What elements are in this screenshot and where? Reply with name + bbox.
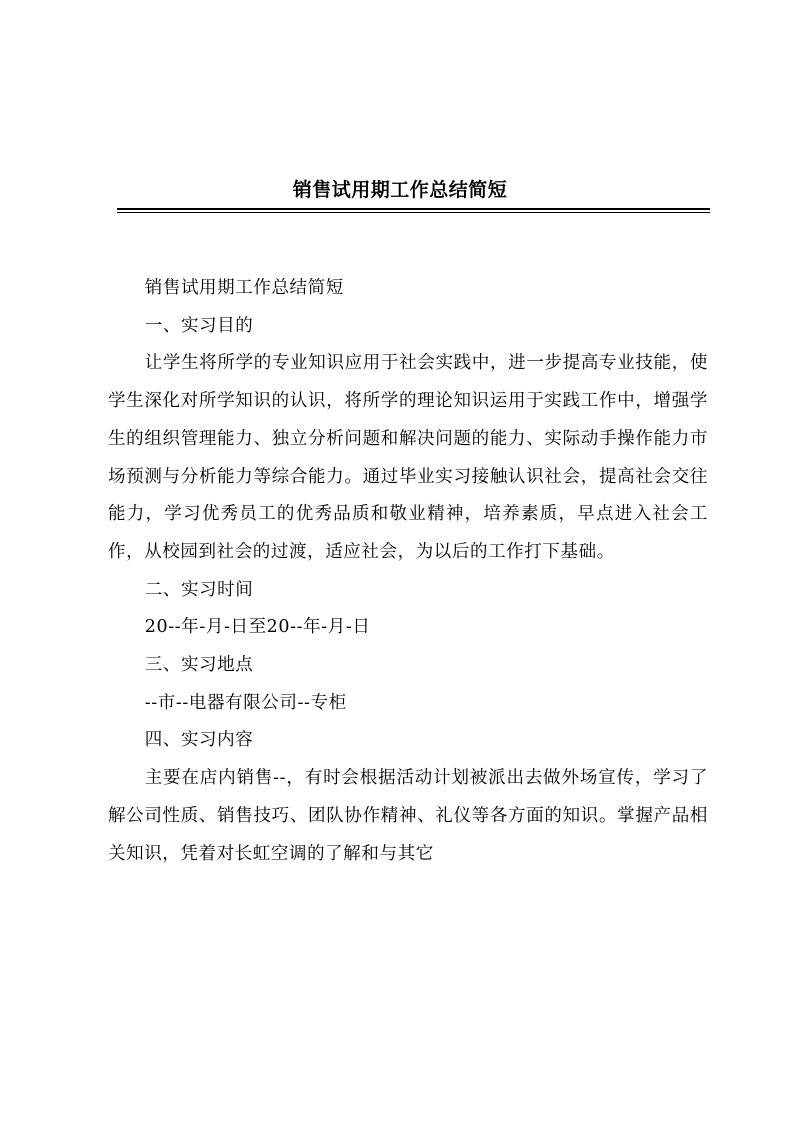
paragraph-purpose: 让学生将所学的专业知识应用于社会实践中，进一步提高专业技能，使学生深化对所学知识的认识，将所学的理论知识运用于实践工作中，增强学生的组织管理能力、独立分析问题和解决问题的能力、实际动手操作能力市场预测与分析能力等综合能力。通过毕业实习接触认识社会，提高社会交往能力，学习优秀员工的优秀品质和敬业精神，培养素质，早点进入社会工作，从校园到社会的过渡，适应社会，为以后的工作打下基础。 <box>108 353 708 562</box>
title-divider-thin-line <box>117 212 710 213</box>
section-heading-purpose: 一、实习目的 <box>144 315 254 336</box>
paragraph-time: 20--年-月-日至20--年-月-日 <box>144 617 371 638</box>
section-heading-location: 三、实习地点 <box>144 655 254 676</box>
paragraph-content: 主要在店内销售--，有时会根据活动计划被派出去做外场宣传，学习了解公司性质、销售技巧、团队协作精神、礼仪等各方面的知识。掌握产品相关知识，凭着对长虹空调的了解和与其它 <box>108 768 708 864</box>
paragraph-location: --市--电器有限公司--专柜 <box>144 692 347 713</box>
page-title: 销售试用期工作总结简短 <box>292 178 508 201</box>
document-body <box>108 270 708 873</box>
body-heading: 销售试用期工作总结简短 <box>144 278 344 298</box>
title-divider-thick-line <box>117 208 710 210</box>
section-heading-time: 二、实习时间 <box>144 579 254 600</box>
section-heading-content: 四、实习内容 <box>144 730 254 751</box>
title-divider <box>117 208 710 213</box>
